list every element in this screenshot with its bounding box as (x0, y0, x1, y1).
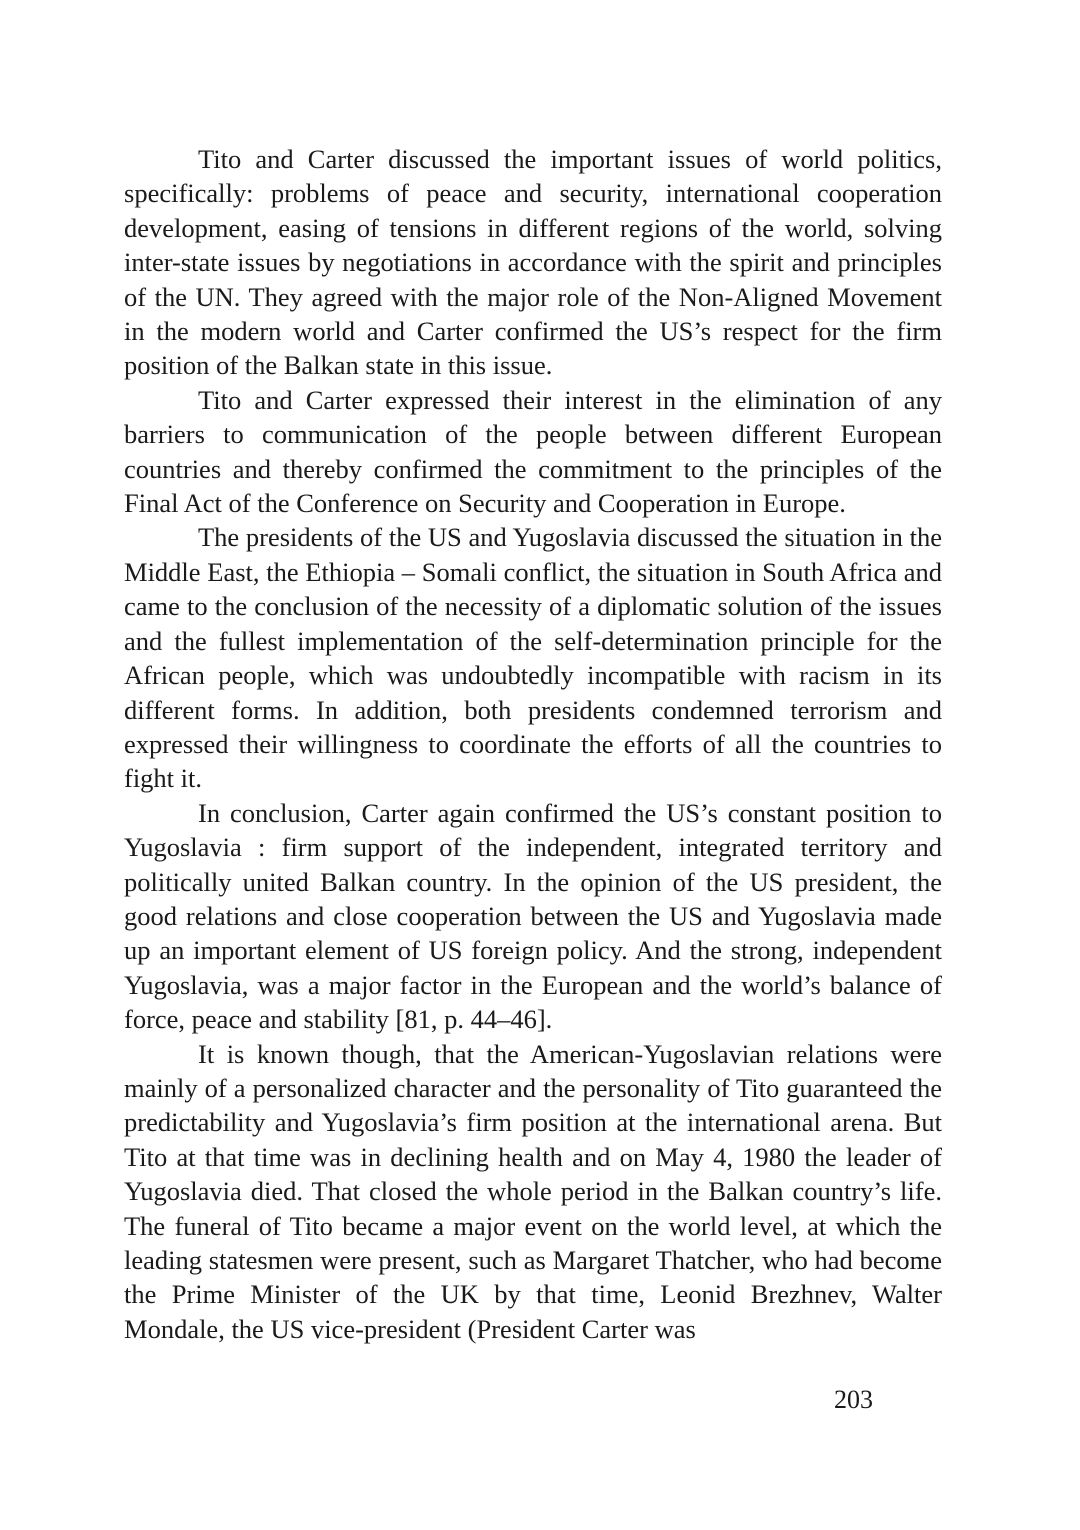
paragraph-1: Tito and Carter discussed the important issues of world politics, specifically: problems of peace and security, international cooperation development, easing of tensions in different regions of the world, solving inter-state issues by negotiations in accordance with the spirit and principles of the UN. They agreed with the major role of the Non-Aligned Movement in the modern world and Carter confirmed the US’s respect for the firm position of the Balkan state in this issue. (124, 144, 942, 381)
page-body (124, 142, 942, 1346)
paragraph-2: Tito and Carter expressed their interest in the elimination of any barriers to communication of the people between different European countries and thereby confirmed the commitment to the principles of the Final Act of the Conference on Security and Cooperation in Europe. (124, 384, 942, 519)
paragraph-4: In conclusion, Carter again confirmed the US’s constant position to Yugoslavia : firm support of the independent, integrated territory and politically united Balkan country. In the opinion of the US president, the good relations and close cooperation between the US and Yugoslavia made up an important element of US foreign policy. And the strong, independent Yugoslavia, was a major factor in the European and the world’s balance of force, peace and stability [81, p. 44–46]. (124, 797, 942, 1035)
paragraph-3: The presidents of the US and Yugoslavia discussed the situation in the Middle East, the Ethiopia – Somali conflict, the situation in South Africa and came to the conclusion of the necessity of a diplomatic solution of the issues and the fullest implementation of the self-determination principle for the African people, which was undoubtedly incompatible with racism in its different forms. In addition, both presidents condemned terrorism and expressed their willingness to coordinate the efforts of all the countries to fight it. (124, 522, 942, 794)
page-number: 203 (834, 1385, 873, 1414)
paragraph-5: It is known though, that the American-Yugoslavian relations were mainly of a personalized character and the personality of Tito guaranteed the predictability and Yugoslavia’s firm position at the international arena. But Tito at that time was in declining health and on May 4, 1980 the leader of Yugoslavia died. That closed the whole period in the Balkan country’s life. The funeral of Tito became a major event on the world level, at which the leading statesmen were present, such as Margaret Thatcher, who had become the Prime Minister of the UK by that time, Leonid Brezhnev, Walter Mondale, the US vice-president (President Carter was (124, 1038, 942, 1344)
